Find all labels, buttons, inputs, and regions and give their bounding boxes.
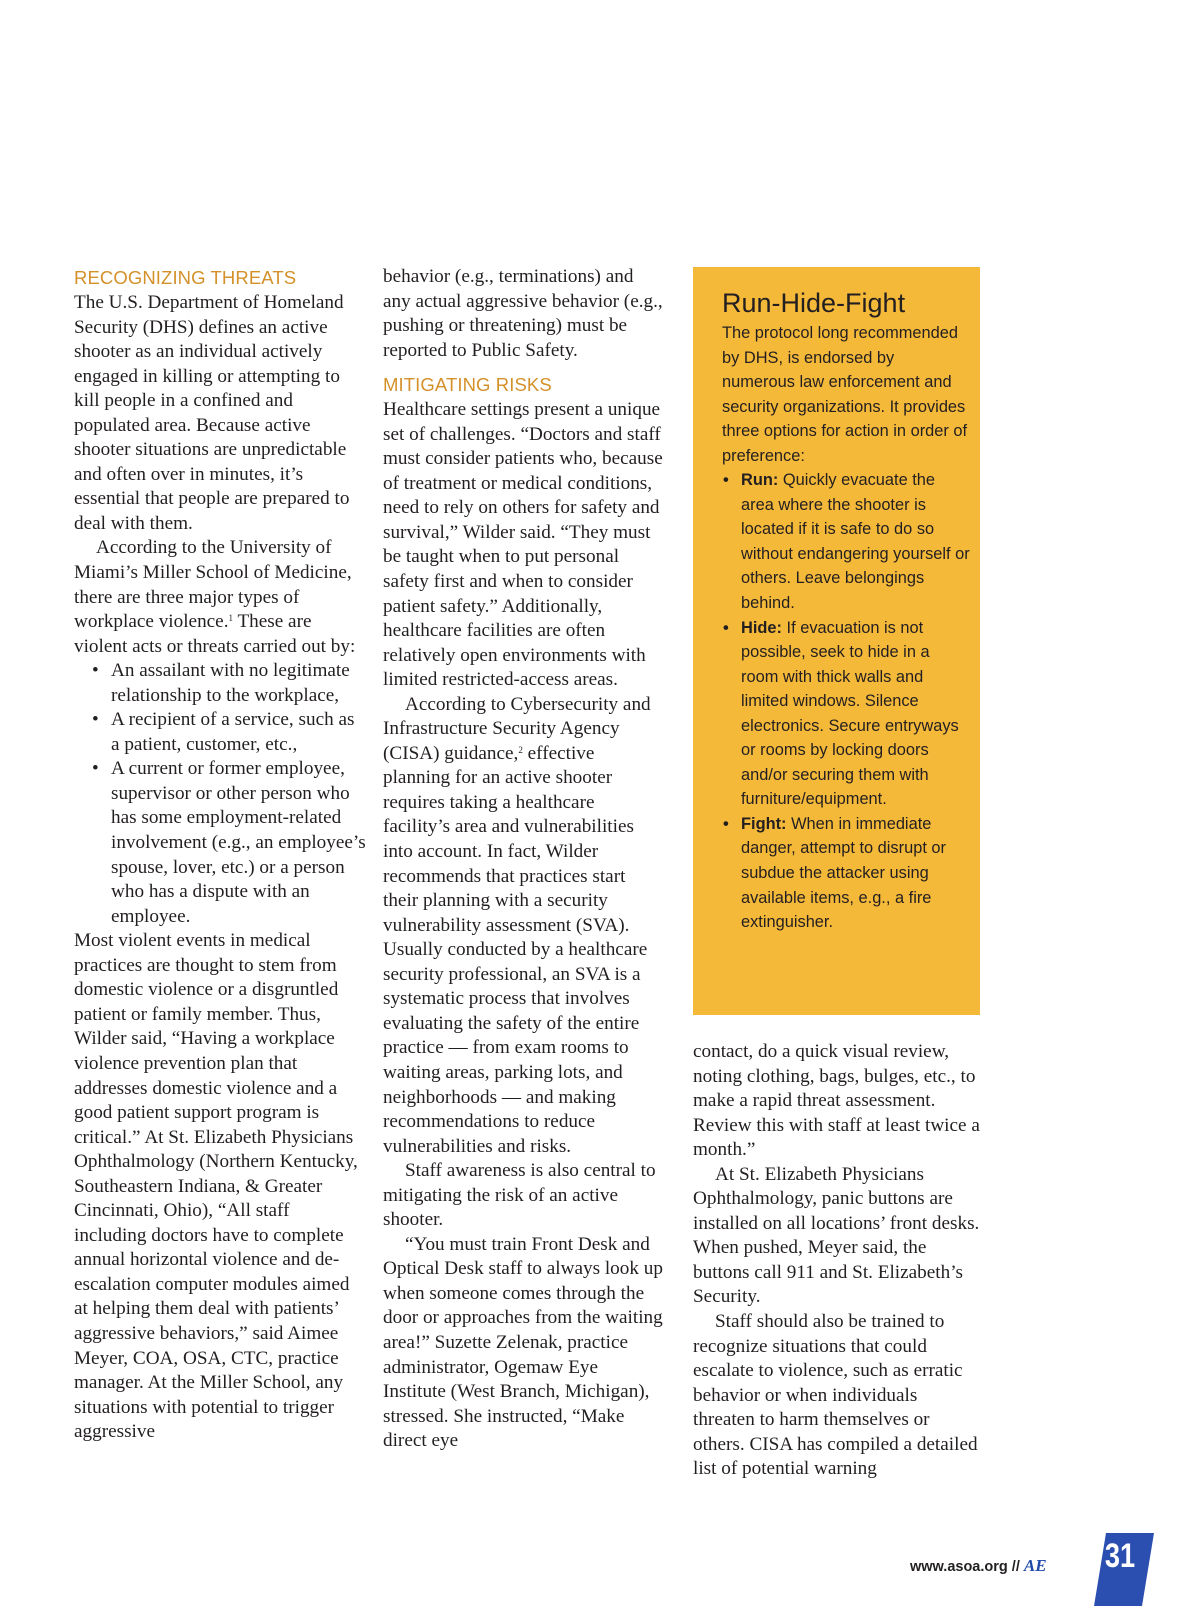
paragraph-text: According to the University of Miami’s Miller School of Medicine, there are three major types of workplace violence. <box>74 537 352 633</box>
item-label: Hide: <box>741 618 782 637</box>
article-column-1 <box>74 265 366 1445</box>
item-label: Run: <box>741 471 779 490</box>
paragraph <box>74 536 366 659</box>
footer-site <box>910 1556 1050 1576</box>
paragraph <box>383 693 665 1159</box>
list-item: • A current or former employee, supervisor or other person who has some employment-related involvement (e.g., an employee’s spouse, lover, etc.) or a person who has a dispute with an employee. <box>111 757 366 929</box>
paragraph-text: These are violent acts or threats carried out by: <box>74 611 356 657</box>
item-text: When in immediate danger, attempt to disrupt or subdue the attacker using available items, e.g., a fire extinguisher. <box>741 814 947 932</box>
publication-logo: AE <box>1023 1556 1047 1575</box>
sidebar-list <box>722 468 970 934</box>
run-hide-fight-sidebar <box>693 267 980 1015</box>
paragraph: “You must train Front Desk and Optical Desk staff to always look up when someone comes through the door or approaches from the waiting area!” Suzette Zelenak, practice administrator, Ogemaw Eye Institute (West Branch, Michigan), stressed. She instructed, “Make direct eye <box>383 1233 663 1452</box>
paragraph: The U.S. Department of Homeland Security (DHS) defines an active shooter as an individual actively engaged in killing or attempting to kill people in a confined and populated area. Because active shooter situations are unpredictable and often over in minutes, it’s essential that people are prepared to deal with them. <box>74 292 350 534</box>
paragraph: Staff should also be trained to recognize situations that could escalate to violence, such as erratic behavior or when individuals threaten to harm themselves or others. CISA has compiled a detailed list of potential warning <box>693 1311 978 1480</box>
article-column-3 <box>693 1040 983 1482</box>
item-text: If evacuation is not possible, seek to hide in a room with thick walls and limited windows. Silence electronics. Secure entryways or rooms by locking doors and/or securing them with furniture/equipment. <box>741 618 959 809</box>
sidebar-title: Run-Hide-Fight <box>722 288 906 318</box>
bullet-list <box>74 659 366 929</box>
item-text: Quickly evacuate the area where the shooter is located if it is safe to do so without endangering yourself or others. Leave belongings behind. <box>741 471 970 613</box>
paragraph: At St. Elizabeth Physicians Ophthalmology, panic buttons are installed on all locations’ front desks. When pushed, Meyer said, the buttons call 911 and St. Elizabeth’s Security. <box>693 1163 980 1308</box>
paragraph: contact, do a quick visual review, noting clothing, bags, bulges, etc., to make a rapid threat assessment. Review this with staff at least twice a month.” <box>693 1041 980 1161</box>
page-number: 31 <box>1104 1537 1136 1575</box>
article-column-2 <box>383 265 665 1454</box>
sidebar-item-fight <box>741 812 970 935</box>
paragraph-text: effective planning for an active shooter requires taking a healthcare facility’s area and vulnerabilities into account. In fact, Wilder recommends that practices start their planning with a security vulnerability assessment (SVA). Usually conducted by a healthcare security professional, an SVA is a systematic process that involves evaluating the safety of the entire practice — from exam rooms to waiting areas, parking lots, and neighborhoods — and making recommendations to reduce vulnerabilities and risks. <box>383 742 648 1157</box>
list-item: • A recipient of a service, such as a patient, customer, etc., <box>111 708 366 757</box>
paragraph-text: According to Cybersecurity and Infrastructure Security Agency (CISA) guidance, <box>383 693 651 764</box>
paragraph: Healthcare settings present a unique set of challenges. “Doctors and staff must consider patients who, because of treatment or medical conditions, need to rely on others for safety and survival,” Wilder said. “They must be taught when to put personal safety first and when to consider patient safety.” Additionally, healthcare facilities are often relatively open environments with limited restricted-access areas. <box>383 399 663 691</box>
item-label: Fight: <box>741 814 787 833</box>
paragraph: Most violent events in medical practices are thought to stem from domestic violence or a disgruntled patient or family member. Thus, Wilder said, “Having a workplace violence prevention plan that addresses domestic violence and a good patient support program is critical.” At St. Elizabeth Physicians Ophthalmology (Northern Kentucky, Southeastern Indiana, & Greater Cincinnati, Ohio), “All staff including doctors have to complete annual horizontal violence and de-escalation computer modules aimed at helping them deal with patients’ aggressive behaviors,” said Aimee Meyer, COA, OSA, CTC, practice manager. At the Miller School, any situations with potential to trigger aggressive <box>74 930 358 1443</box>
paragraph: Staff awareness is also central to mitigating the risk of an active shooter. <box>383 1160 656 1231</box>
sidebar-item-run <box>741 468 970 615</box>
footer-url-link[interactable]: www.asoa.org <box>910 1559 1008 1575</box>
sidebar-intro: The protocol long recommended by DHS, is endorsed by numerous law enforcement and security organizations. It provides three options for action in order of preference: <box>722 324 968 465</box>
section-heading-recognizing-threats: RECOGNIZING THREATS <box>74 267 297 288</box>
list-item: • An assailant with no legitimate relationship to the workplace, <box>111 659 366 708</box>
footnote-ref: 2 <box>518 744 523 755</box>
footnote-ref: 1 <box>228 613 233 624</box>
footer-separator: // <box>1011 1559 1020 1575</box>
section-heading-mitigating-risks: MITIGATING RISKS <box>383 374 552 396</box>
paragraph: behavior (e.g., terminations) and any actual aggressive behavior (e.g., pushing or threatening) must be reported to Public Safety. <box>383 266 663 361</box>
sidebar-item-hide <box>741 616 970 812</box>
